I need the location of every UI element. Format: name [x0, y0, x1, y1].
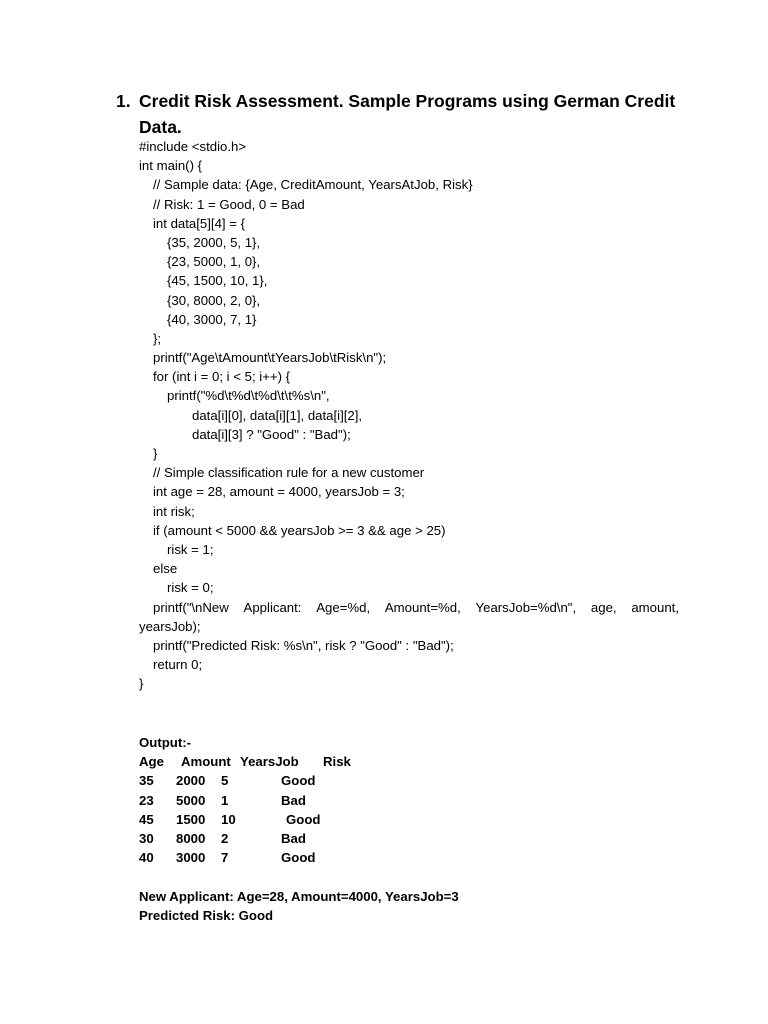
- code-line-for-loop: for (int i = 0; i < 5; i++) {: [153, 369, 291, 385]
- header-cell: Risk: [323, 754, 351, 770]
- code-line-array-row: {30, 8000, 2, 0},: [167, 292, 261, 308]
- code-line-risk-assign: risk = 0;: [167, 580, 214, 596]
- output-table-row: [139, 791, 539, 810]
- code-line-printf-header: printf("Age\tAmount\tYearsJob\tRisk\n");: [153, 350, 387, 366]
- table-cell: 8000: [176, 830, 206, 846]
- output-table-row: [139, 829, 539, 848]
- code-token: YearsJob=%d\n",: [475, 599, 577, 615]
- code-token: amount,: [631, 599, 679, 615]
- header-cell: YearsJob: [240, 754, 299, 770]
- table-cell: 5000: [176, 792, 206, 808]
- output-table-row: [139, 810, 539, 829]
- table-cell: Good: [281, 773, 316, 789]
- code-line-array-row: {45, 1500, 10, 1},: [167, 273, 268, 289]
- code-line-printf-pred: printf("Predicted Risk: %s\n", risk ? "Good" : "Bad");: [153, 637, 454, 653]
- code-line-array-row: {35, 2000, 5, 1},: [167, 234, 261, 250]
- table-cell: 1: [221, 792, 229, 808]
- header-cell: Age: [139, 754, 164, 770]
- code-line-printf-args: data[i][3] ? "Good" : "Bad");: [192, 426, 351, 442]
- output-label: Output:-: [139, 735, 191, 750]
- header-cell: Amount: [181, 754, 231, 770]
- output-table-row: [139, 771, 539, 790]
- code-line-vars: int age = 28, amount = 4000, yearsJob = 3;: [153, 484, 405, 500]
- new-applicant-line: New Applicant: Age=28, Amount=4000, YearsJob=3: [139, 889, 459, 904]
- table-cell: Good: [281, 850, 316, 866]
- table-cell: 23: [139, 792, 154, 808]
- code-token: age,: [590, 599, 617, 615]
- code-line-array-row: {23, 5000, 1, 0},: [167, 254, 261, 270]
- table-cell: Bad: [281, 792, 306, 808]
- table-cell: 10: [221, 811, 236, 827]
- code-token: Age=%d,: [316, 599, 371, 615]
- table-cell: 45: [139, 811, 154, 827]
- table-cell: 40: [139, 850, 154, 866]
- output-table-header: [139, 752, 539, 771]
- table-cell: Good: [286, 811, 321, 827]
- table-cell: 5: [221, 773, 229, 789]
- code-line-array-decl: int data[5][4] = {: [153, 215, 246, 231]
- heading-number: 1.: [116, 91, 131, 111]
- code-token: Amount=%d,: [384, 599, 461, 615]
- code-line-main: int main() {: [139, 158, 203, 174]
- code-line-comment: // Simple classification rule for a new customer: [153, 465, 425, 481]
- code-line-comment: // Sample data: {Age, CreditAmount, YearsAtJob, Risk}: [153, 177, 473, 193]
- table-cell: 30: [139, 830, 154, 846]
- output-summary: [139, 887, 639, 925]
- code-line-else: else: [153, 561, 178, 577]
- code-line-return: return 0;: [153, 657, 203, 673]
- output-section: [139, 733, 539, 867]
- code-line-array-close: };: [153, 330, 162, 346]
- table-cell: 35: [139, 773, 154, 789]
- code-line-printf-args: data[i][0], data[i][1], data[i][2],: [192, 407, 363, 423]
- code-listing: [139, 137, 679, 693]
- table-cell: 1500: [176, 811, 206, 827]
- code-line-close-brace: }: [153, 446, 158, 461]
- table-cell: 3000: [176, 850, 206, 866]
- table-cell: Bad: [281, 830, 306, 846]
- code-line-printf-row: printf("%d\t%d\t%d\t\t%s\n",: [167, 388, 330, 404]
- table-cell: 7: [221, 850, 229, 866]
- code-token: Applicant:: [243, 599, 302, 615]
- code-line-array-row: {40, 3000, 7, 1}: [167, 311, 257, 327]
- code-line-comment: // Risk: 1 = Good, 0 = Bad: [153, 196, 305, 212]
- table-cell: 2000: [176, 773, 206, 789]
- heading-text: Credit Risk Assessment. Sample Programs using German Credit Data.: [139, 91, 676, 137]
- code-line-risk-assign: risk = 1;: [167, 541, 214, 557]
- code-line-end-brace: }: [139, 676, 144, 692]
- code-token: printf("\nNew: [153, 599, 229, 615]
- code-line-printf-new-cont: yearsJob);: [139, 618, 201, 634]
- code-line-risk-decl: int risk;: [153, 503, 195, 519]
- code-line-include: #include <stdio.h>: [139, 139, 247, 154]
- predicted-risk-line: Predicted Risk: Good: [139, 908, 274, 924]
- code-line-if: if (amount < 5000 && yearsJob >= 3 && age > 25): [153, 522, 446, 538]
- table-cell: 2: [221, 830, 229, 846]
- output-table-row: [139, 848, 539, 867]
- code-line-printf-new: [139, 598, 679, 617]
